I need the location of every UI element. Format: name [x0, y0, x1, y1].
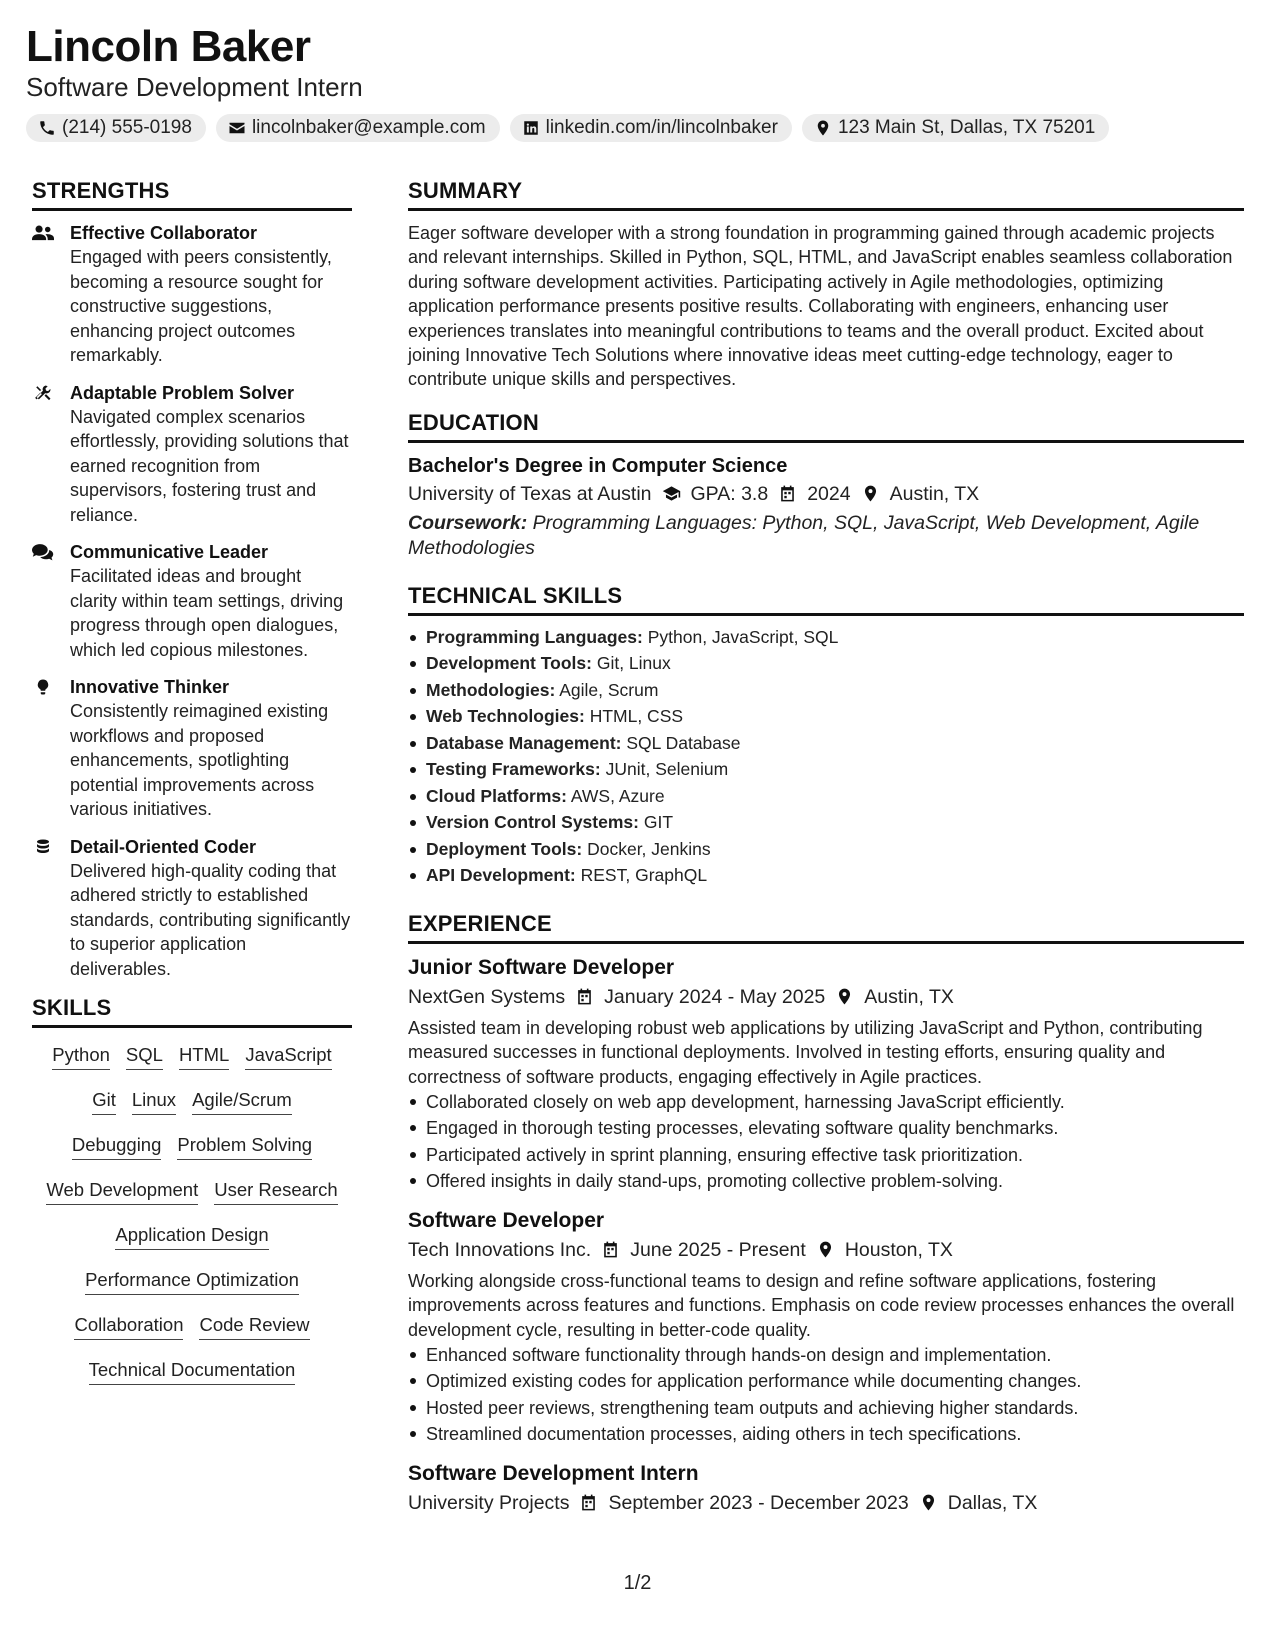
job-entry: [408, 954, 1244, 1195]
job-title: Software Development Intern: [408, 1461, 699, 1485]
map-pin-icon: [835, 987, 854, 1006]
map-pin-icon: [919, 1493, 938, 1512]
list-item: Enhanced software functionality through hands-on design and implementation.: [408, 1342, 1244, 1368]
calendar-icon: [575, 987, 594, 1006]
skill-value: HTML, CSS: [589, 706, 684, 727]
skill-label: API Development:: [426, 865, 576, 886]
skill-chip: JavaScript: [245, 1044, 331, 1070]
job-meta: [408, 982, 1244, 1012]
job-location: Houston, TX: [844, 1238, 953, 1261]
candidate-name: Lincoln Baker: [26, 22, 311, 71]
calendar-icon: [778, 484, 797, 503]
skill-chip: Problem Solving: [177, 1134, 312, 1160]
candidate-headline: Software Development Intern: [26, 72, 363, 102]
contact-email[interactable]: [216, 114, 500, 142]
job-title: Software Developer: [408, 1208, 605, 1232]
skill-chip: Git: [92, 1089, 116, 1115]
job-dates: September 2023 - December 2023: [608, 1491, 909, 1514]
skill-row: [89, 1353, 296, 1398]
skill-row: [115, 1218, 268, 1263]
skill-chip: SQL: [126, 1044, 163, 1070]
users-icon: [32, 224, 54, 242]
skill-chip: HTML: [179, 1044, 229, 1070]
education-heading: EDUCATION: [408, 410, 1244, 443]
skill-chip: Collaboration: [74, 1314, 183, 1340]
job-bullets: [408, 1342, 1244, 1448]
skill-chip: Technical Documentation: [89, 1359, 296, 1385]
strength-item: [32, 221, 352, 368]
strength-title: Communicative Leader: [70, 542, 269, 562]
job-location: Dallas, TX: [947, 1491, 1038, 1514]
phone-text: (214) 555-0198: [62, 117, 192, 138]
contact-phone[interactable]: [26, 114, 206, 142]
list-item: [408, 624, 1244, 651]
skill-chip: Performance Optimization: [85, 1269, 299, 1295]
job-dates: January 2024 - May 2025: [604, 985, 826, 1008]
list-item: [408, 756, 1244, 783]
technical-skills-list: [408, 624, 1244, 889]
strength-item: [32, 675, 352, 822]
envelope-icon: [228, 119, 246, 137]
skill-value: GIT: [643, 812, 674, 833]
skill-value: Python, JavaScript, SQL: [647, 626, 839, 647]
skill-label: Cloud Platforms:: [426, 785, 567, 806]
skill-row: [74, 1308, 309, 1353]
job-meta: [408, 1235, 1244, 1265]
strength-description: Engaged with peers consistently, becoming a resource sought for constructive suggestions, enhancing project outcomes remarkably.: [70, 247, 332, 365]
list-item: Participated actively in sprint planning, ensuring effective task prioritization.: [408, 1142, 1244, 1168]
skill-value: Docker, Jenkins: [587, 838, 711, 859]
phone-icon: [38, 119, 56, 137]
list-item: Collaborated closely on web app development, harnessing JavaScript efficiently.: [408, 1089, 1244, 1115]
degree-title: Bachelor's Degree in Computer Science: [408, 454, 788, 477]
strength-title: Detail-Oriented Coder: [70, 836, 257, 857]
school-name: University of Texas at Austin: [408, 482, 652, 505]
technical-skills-heading: TECHNICAL SKILLS: [408, 583, 1244, 616]
school-location: Austin, TX: [889, 482, 980, 505]
job-location: Austin, TX: [864, 985, 954, 1008]
job-title: Junior Software Developer: [408, 955, 675, 979]
skill-label: Web Technologies:: [426, 706, 585, 727]
map-pin-icon: [814, 119, 832, 137]
skill-label: Testing Frameworks:: [426, 759, 601, 780]
linkedin-icon: [522, 119, 540, 137]
job-meta: [408, 1488, 1244, 1518]
experience-heading: EXPERIENCE: [408, 911, 1244, 944]
skill-value: Agile, Scrum: [559, 679, 659, 700]
left-column: [32, 178, 352, 1398]
skill-chip: Code Review: [199, 1314, 309, 1340]
skill-chip: Agile/Scrum: [192, 1089, 292, 1115]
company-name: University Projects: [408, 1491, 570, 1514]
strength-description: Consistently reimagined existing workflows and proposed enhancements, spotlighting potential improvements across various initiatives.: [70, 701, 329, 819]
strength-item: [32, 835, 352, 982]
skill-label: Deployment Tools:: [426, 838, 583, 859]
skill-chip: Debugging: [72, 1134, 162, 1160]
strengths-heading: STRENGTHS: [32, 178, 352, 211]
gpa: GPA: 3.8: [690, 482, 769, 505]
strength-item: [32, 381, 352, 528]
skill-row: [52, 1038, 331, 1083]
list-item: Offered insights in daily stand-ups, promoting collective problem-solving.: [408, 1168, 1244, 1194]
skill-chips: [32, 1038, 352, 1398]
contact-linkedin[interactable]: [510, 114, 792, 142]
skill-row: [72, 1128, 312, 1173]
skill-value: Git, Linux: [596, 653, 671, 674]
job-entry: [408, 1207, 1244, 1448]
skill-label: Programming Languages:: [426, 626, 643, 647]
list-item: [408, 809, 1244, 836]
page-number: 1/2: [623, 1572, 652, 1594]
education-meta: [408, 479, 1244, 509]
skills-heading: SKILLS: [32, 995, 352, 1028]
skill-label: Database Management:: [426, 732, 622, 753]
tools-icon: [32, 384, 54, 402]
skill-chip: User Research: [214, 1179, 337, 1205]
strength-title: Adaptable Problem Solver: [70, 382, 295, 403]
summary-heading: SUMMARY: [408, 178, 1244, 211]
map-pin-icon: [816, 1240, 835, 1259]
strength-description: Navigated complex scenarios effortlessly, providing solutions that earned recognition from supervisors, fostering trust and reliance.: [70, 406, 349, 525]
list-item: Streamlined documentation processes, aiding others in tech specifications.: [408, 1421, 1244, 1447]
coursework: [408, 511, 1244, 561]
job-entry: [408, 1460, 1244, 1518]
right-column: [408, 178, 1244, 1518]
skill-chip: Web Development: [46, 1179, 198, 1205]
strength-description: Delivered high-quality coding that adhered strictly to established standards, contributing significantly to superior application deliverables.: [70, 860, 351, 979]
coursework-label: Coursework:: [408, 511, 528, 534]
contact-bar: [26, 114, 1109, 142]
summary-text: Eager software developer with a strong foundation in programming gained through academic projects and relevant internships. Skilled in Python, SQL, HTML, and JavaScript enables seamless collaboration during software development activities. Participating actively in Agile methodologies, optimizing application performance presents positive results. Collaborating with engineers, enhancing user experiences translates into meaningful contributions to teams and the overall product. Excited about joining Innovative Tech Solutions where innovative ideas meet cutting-edge technology, eager to contribute unique skills and perspectives.: [408, 223, 1233, 390]
company-name: NextGen Systems: [408, 985, 566, 1008]
list-item: [408, 650, 1244, 677]
skill-value: REST, GraphQL: [580, 865, 708, 886]
comments-icon: [32, 543, 54, 561]
skill-row: [92, 1083, 292, 1128]
calendar-icon: [579, 1493, 598, 1512]
job-description: Working alongside cross-functional teams to design and refine software applications, fostering improvements across features and functions. Emphasis on code review processes enhances the overall development cycle, resulting in better-code quality.: [408, 1270, 1235, 1340]
list-item: [408, 703, 1244, 730]
database-icon: [32, 838, 54, 856]
strength-title: Effective Collaborator: [70, 223, 258, 243]
list-item: [408, 836, 1244, 863]
skill-row: [85, 1263, 299, 1308]
email-text: lincolnbaker@example.com: [251, 117, 486, 138]
skill-label: Development Tools:: [426, 653, 592, 674]
coursework-text: Programming Languages: Python, SQL, JavaScript, Web Development, Agile Methodologies: [408, 511, 1200, 559]
company-name: Tech Innovations Inc.: [408, 1238, 592, 1261]
job-dates: June 2025 - Present: [630, 1238, 806, 1261]
skill-value: JUnit, Selenium: [605, 759, 729, 780]
job-description: Assisted team in developing robust web applications by utilizing JavaScript and Python, contributing measured successes in functional deployments. Involved in testing efforts, ensuring quality and correctness of software products, engaging effectively in Agile practices.: [408, 1017, 1203, 1087]
skill-chip: Python: [52, 1044, 110, 1070]
skill-chip: Application Design: [115, 1224, 268, 1250]
skill-chip: Linux: [132, 1089, 176, 1115]
strength-description: Facilitated ideas and brought clarity within team settings, driving progress through open dialogues, which led copious milestones.: [70, 566, 344, 660]
strength-title: Innovative Thinker: [70, 677, 230, 697]
skill-label: Version Control Systems:: [426, 812, 639, 833]
strength-item: [32, 540, 352, 662]
map-pin-icon: [861, 484, 880, 503]
graduation-cap-icon: [662, 484, 681, 503]
contact-address[interactable]: [802, 114, 1109, 142]
skill-row: [46, 1173, 337, 1218]
list-item: Optimized existing codes for application performance while documenting changes.: [408, 1368, 1244, 1394]
skill-label: Methodologies:: [426, 679, 556, 700]
list-item: [408, 783, 1244, 810]
list-item: [408, 730, 1244, 757]
list-item: [408, 862, 1244, 889]
list-item: Engaged in thorough testing processes, elevating software quality benchmarks.: [408, 1115, 1244, 1141]
calendar-icon: [601, 1240, 620, 1259]
lightbulb-icon: [32, 678, 54, 696]
linkedin-text: linkedin.com/in/lincolnbaker: [545, 117, 778, 138]
list-item: Hosted peer reviews, strengthening team outputs and achieving higher standards.: [408, 1395, 1244, 1421]
skill-value: SQL Database: [626, 732, 741, 753]
graduation-year: 2024: [807, 482, 851, 505]
skill-value: AWS, Azure: [570, 785, 665, 806]
address-text: 123 Main St, Dallas, TX 75201: [837, 117, 1096, 138]
skills-section: [32, 995, 352, 1398]
list-item: [408, 677, 1244, 704]
job-bullets: [408, 1089, 1244, 1195]
